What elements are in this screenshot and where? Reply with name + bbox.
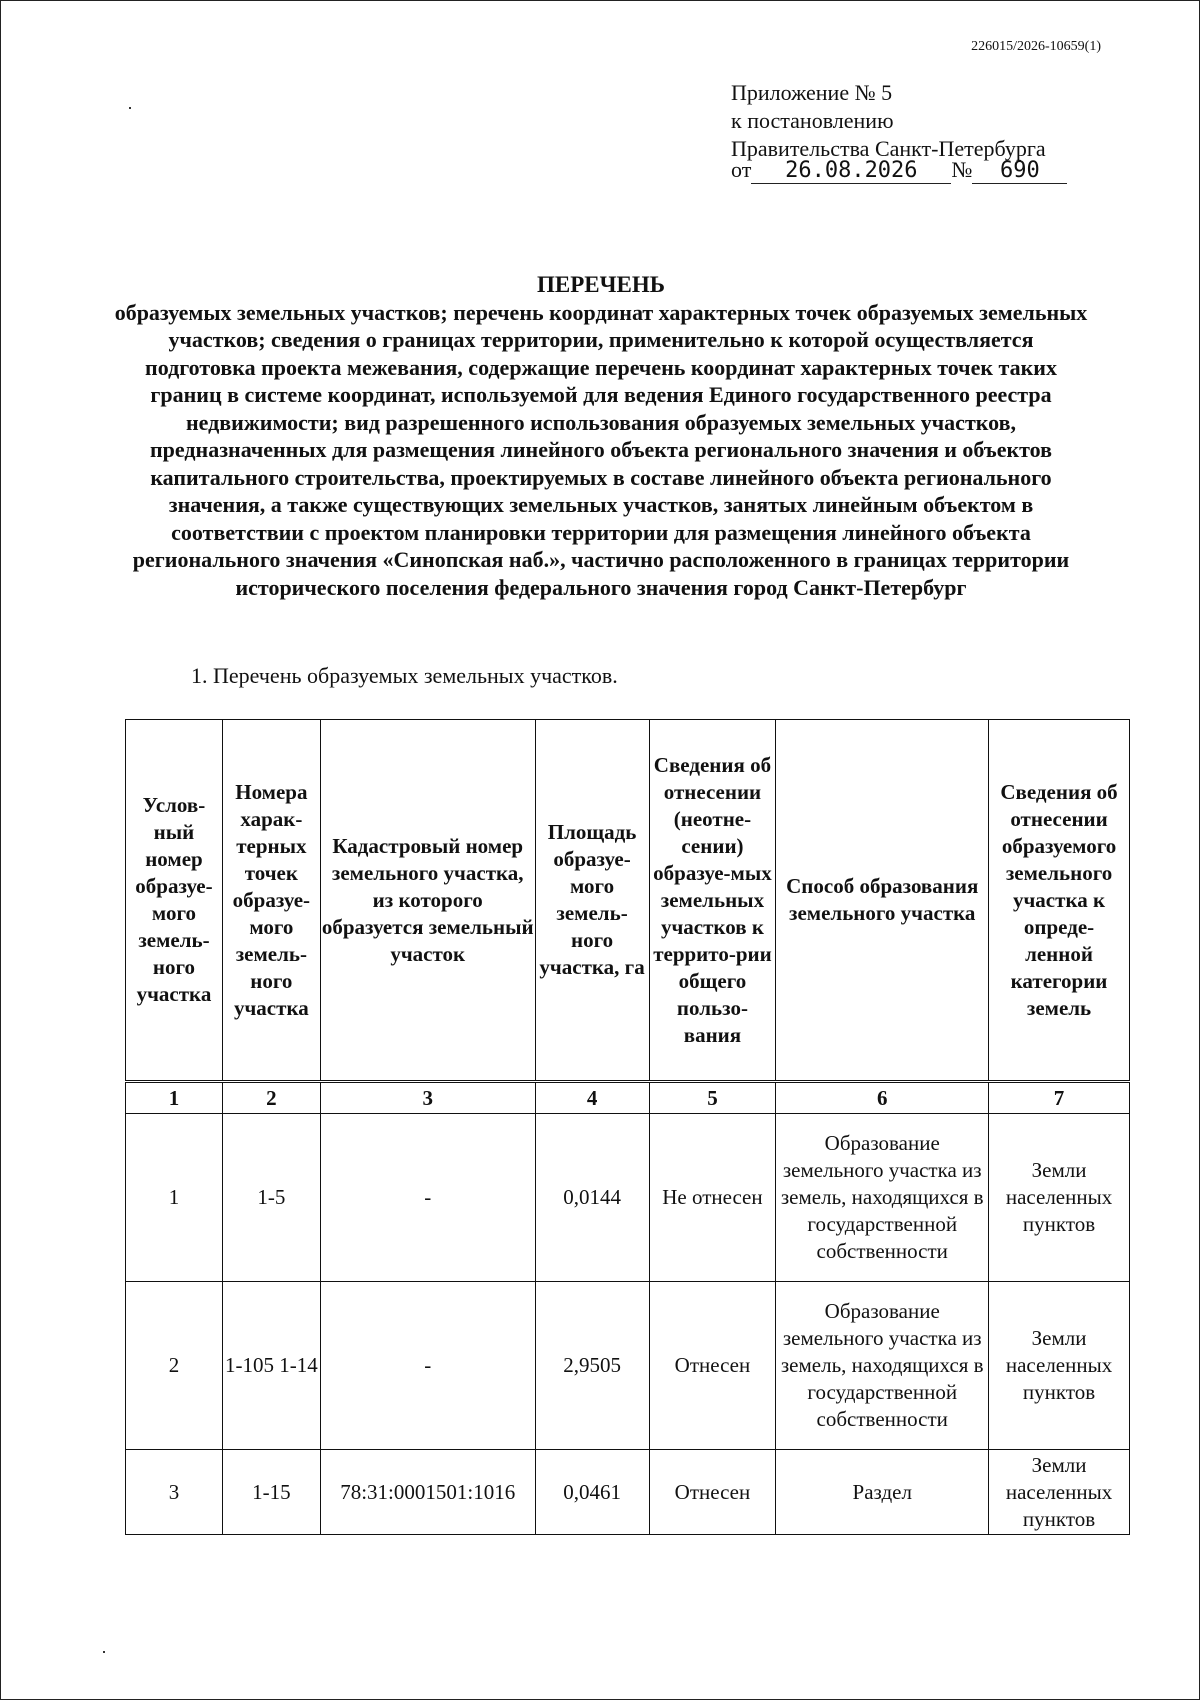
plot-area: 2,9505 bbox=[535, 1282, 649, 1450]
document-registration-number: 226015/2026-10659(1) bbox=[971, 39, 1101, 54]
plot-public-use: Отнесен bbox=[649, 1450, 776, 1535]
resolution-number: 690 bbox=[972, 158, 1067, 184]
plot-formation-method: Раздел bbox=[776, 1450, 989, 1535]
section-heading: 1. Перечень образуемых земельных участков. bbox=[191, 663, 618, 688]
plot-formation-method: Образование земельного участка из земель, находящихся в государственной собственности bbox=[776, 1114, 989, 1282]
column-number: 7 bbox=[989, 1082, 1130, 1114]
appendix-line: к постановлению bbox=[731, 108, 894, 133]
plot-points: 1-5 bbox=[222, 1114, 320, 1282]
column-number: 3 bbox=[320, 1082, 535, 1114]
plot-number: 1 bbox=[126, 1114, 223, 1282]
plot-cadastral-number: 78:31:0001501:1016 bbox=[320, 1450, 535, 1535]
column-number: 6 bbox=[776, 1082, 989, 1114]
table-header-row bbox=[126, 720, 1130, 1082]
plot-area: 0,0144 bbox=[535, 1114, 649, 1282]
document-heading bbox=[111, 271, 1091, 601]
plot-public-use: Отнесен bbox=[649, 1282, 776, 1450]
column-header: Сведения об отнесении (неотне-сении) образуе-мых земельных участков к террито-рии общего пользо-вания bbox=[649, 720, 776, 1082]
resolution-date: 26.08.2026 bbox=[751, 158, 951, 184]
date-prefix: от bbox=[731, 157, 752, 182]
plot-land-category: Земли населенных пунктов bbox=[989, 1114, 1130, 1282]
plot-number: 2 bbox=[126, 1282, 223, 1450]
column-header: Кадастровый номер земельного участка, из которого образуется земельный участок bbox=[320, 720, 535, 1082]
column-header: Номера харак-терных точек образуе-мого земель-ного участка bbox=[222, 720, 320, 1082]
column-number: 4 bbox=[535, 1082, 649, 1114]
document-title: ПЕРЕЧЕНЬ bbox=[537, 272, 665, 297]
column-header: Способ образования земельного участка bbox=[776, 720, 989, 1082]
column-header: Площадь образуе-мого земель-ного участка, га bbox=[535, 720, 649, 1082]
column-number: 5 bbox=[649, 1082, 776, 1114]
number-prefix: № bbox=[951, 157, 973, 182]
document-subtitle: образуемых земельных участков; перечень координат характерных точек образуемых земельных участков; сведения о границах территории, применительно к которой осуществляется подготовка проекта межевания, содержащие перечень координат характерных точек таких границ в системе координат, используемой для ведения Единого государственного реестра недвижимости; вид разрешенного использования образуемых земельных участков, предназначенных для размещения линейного объекта регионального значения и объектов капитального строительства, проектируемых в составе линейного объекта регионального значения, а также существующих земельных участков, занятых линейным объектом в соответствии с проектом планировки территории для размещения линейного объекта регионального значения «Синопская наб.», частично расположенного в границах территории исторического поселения федерального значения город Санкт-Петербург bbox=[114, 299, 1088, 600]
table-row bbox=[126, 1114, 1130, 1282]
plot-number: 3 bbox=[126, 1450, 223, 1535]
column-number-row bbox=[126, 1082, 1130, 1114]
appendix-line: Правительства Санкт-Петербурга bbox=[731, 136, 1046, 161]
plot-land-category: Земли населенных пунктов bbox=[989, 1282, 1130, 1450]
plot-points: 1-15 bbox=[222, 1450, 320, 1535]
scan-speck bbox=[103, 1651, 105, 1653]
plot-land-category: Земли населенных пунктов bbox=[989, 1450, 1130, 1535]
column-number: 2 bbox=[222, 1082, 320, 1114]
column-header: Услов-ный номер образуе-мого земель-ного участка bbox=[126, 720, 223, 1082]
plot-cadastral-number: - bbox=[320, 1282, 535, 1450]
plot-area: 0,0461 bbox=[535, 1450, 649, 1535]
appendix-line: Приложение № 5 bbox=[731, 80, 893, 105]
plot-cadastral-number: - bbox=[320, 1114, 535, 1282]
plot-public-use: Не отнесен bbox=[649, 1114, 776, 1282]
table-row bbox=[126, 1450, 1130, 1535]
plot-points: 1-105 1-14 bbox=[222, 1282, 320, 1450]
scan-speck bbox=[129, 107, 131, 109]
resolution-date-line bbox=[731, 157, 1067, 184]
column-header: Сведения об отнесении образуемого земельного участка к опреде-ленной категории земель bbox=[989, 720, 1130, 1082]
land-plots-table bbox=[125, 719, 1130, 1535]
appendix-block bbox=[731, 79, 1046, 163]
table-row bbox=[126, 1282, 1130, 1450]
column-number: 1 bbox=[126, 1082, 223, 1114]
plot-formation-method: Образование земельного участка из земель, находящихся в государственной собственности bbox=[776, 1282, 989, 1450]
